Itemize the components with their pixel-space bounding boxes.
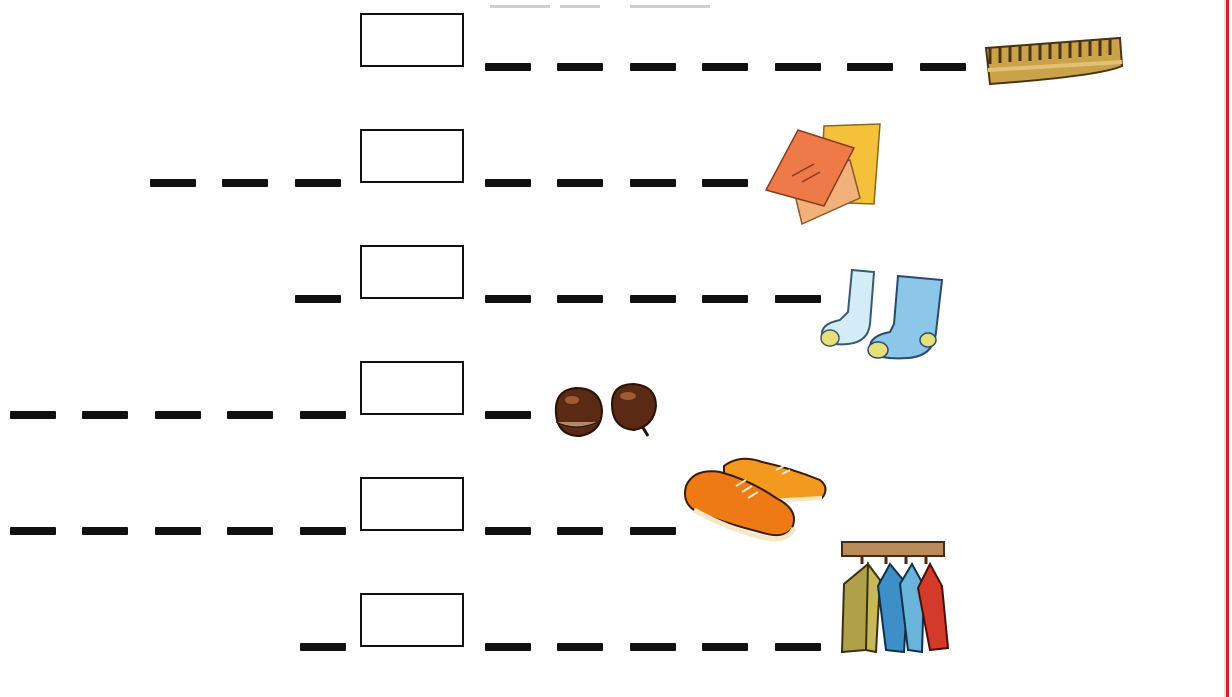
letter-blank [10,411,56,419]
letter-blank [82,527,128,535]
letter-blank [630,527,676,535]
missing-letter-box[interactable] [360,593,464,647]
page-border-strip [1224,0,1232,697]
letter-blank [702,63,748,71]
letter-blank [557,643,603,651]
word-row-socks [0,232,1232,322]
word-row-handkerchief [0,116,1232,206]
word-row-coats [0,580,1232,670]
handkerchief-icon [762,120,886,228]
letter-blank [630,643,676,651]
shoes-icon [680,452,832,552]
chestnuts-icon [550,380,662,440]
missing-letter-box[interactable] [360,245,464,299]
letter-blank [227,527,273,535]
letter-blank [155,527,201,535]
letter-blank [630,63,676,71]
missing-letter-box[interactable] [360,129,464,183]
letter-blank [485,643,531,651]
missing-letter-box[interactable] [360,361,464,415]
letter-blank [300,527,346,535]
word-row-shoes [0,464,1232,554]
letter-blank [295,179,341,187]
letter-blank [847,63,893,71]
letter-blank [10,527,56,535]
letter-blank [920,63,966,71]
letter-blank [150,179,196,187]
missing-letter-box[interactable] [360,477,464,531]
letter-blank [775,63,821,71]
letter-blank [557,179,603,187]
letter-blank [702,643,748,651]
letter-blank [485,295,531,303]
word-row-comb [0,0,1232,90]
letter-blank [82,411,128,419]
letter-blank [775,295,821,303]
comb-icon [980,26,1126,90]
letter-blank [222,179,268,187]
letter-blank [702,179,748,187]
letter-blank [155,411,201,419]
letter-blank [300,411,346,419]
letter-blank [485,527,531,535]
letter-blank [775,643,821,651]
letter-blank [295,295,341,303]
letter-blank [557,295,603,303]
letter-blank [485,63,531,71]
letter-blank [630,179,676,187]
missing-letter-box[interactable] [360,13,464,67]
letter-blank [485,179,531,187]
letter-blank [630,295,676,303]
letter-blank [227,411,273,419]
letter-blank [557,63,603,71]
letter-blank [485,411,531,419]
coat-rack-icon [838,540,958,657]
letter-blank [300,643,346,651]
letter-blank [702,295,748,303]
word-row-chestnuts [0,348,1232,438]
letter-blank [557,527,603,535]
